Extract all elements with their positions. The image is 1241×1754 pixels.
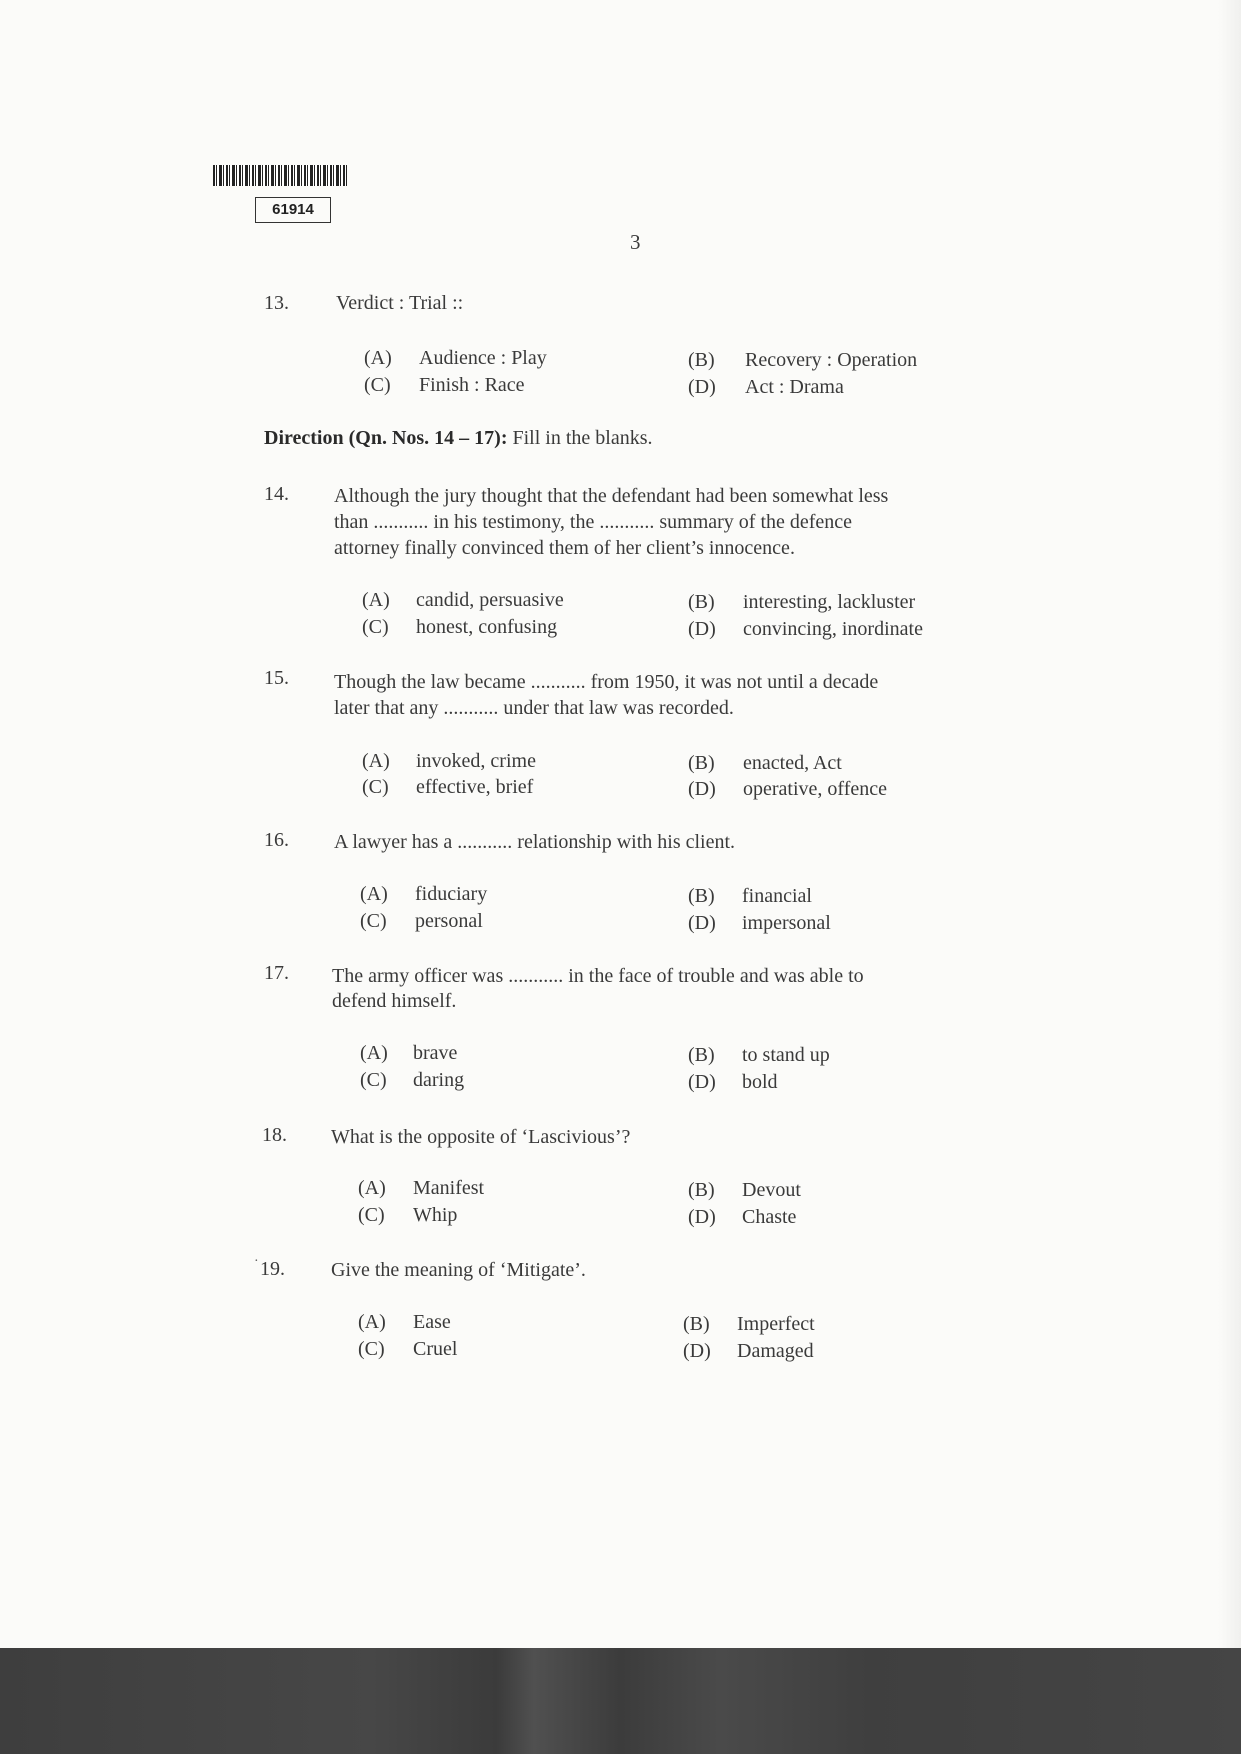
scanner-background-strip [0,1648,1241,1754]
option-label: (C) [358,1204,385,1226]
question-text-line: Verdict : Trial :: [336,292,464,314]
direction-text: Fill in the blanks. [512,427,653,449]
option-label: (D) [688,1071,716,1093]
option-text: bold [742,1071,778,1093]
question-text-line: attorney finally convinced them of her client’s innocence. [334,537,795,559]
question-text-line: The army officer was ........... in the face of trouble and was able to [332,965,864,987]
option-label: (B) [683,1313,710,1335]
question-text-line: Though the law became ........... from 1950, it was not until a decade [334,671,879,693]
option-label: (C) [364,374,391,396]
option-text: Devout [742,1179,801,1201]
question-number: 14. [264,483,289,505]
option-text: Imperfect [737,1313,815,1335]
option-label: (D) [683,1340,711,1362]
option-text: personal [415,910,483,932]
option-label: (B) [688,752,715,774]
option-text: Audience : Play [419,347,547,369]
option-label: (C) [360,1069,387,1091]
option-label: (D) [688,778,716,800]
option-label: (D) [688,912,716,934]
option-text: brave [413,1042,458,1064]
option-text: to stand up [742,1044,830,1066]
question-number: 16. [264,829,289,851]
option-text: interesting, lackluster [743,591,916,613]
question-text-line: than ........... in his testimony, the ........... summary of the defence [334,511,853,533]
option-text: Ease [413,1311,451,1333]
direction-line [264,427,653,450]
option-label: (B) [688,349,715,371]
option-text: invoked, crime [416,750,536,772]
question-number: 18. [262,1124,287,1146]
option-label: (A) [360,883,388,905]
option-label: (A) [360,1042,388,1064]
direction-label: Direction (Qn. Nos. 14 – 17): [264,427,508,449]
option-text: daring [413,1069,465,1091]
option-text: effective, brief [416,776,534,798]
option-text: Recovery : Operation [745,349,918,371]
option-text: honest, confusing [416,616,558,638]
option-label: (A) [358,1177,386,1199]
question-number: 15. [264,667,289,689]
option-label: (C) [362,616,389,638]
option-text: financial [742,885,812,907]
option-label: (A) [358,1311,386,1333]
scan-right-edge [1218,0,1241,1648]
booklet-serial-box: 61914 [255,197,331,223]
option-text: enacted, Act [743,752,842,774]
option-text: operative, offence [743,778,887,800]
stray-mark: · [254,1254,259,1269]
option-text: Act : Drama [745,376,844,398]
question-text-line: What is the opposite of ‘Lascivious’? [331,1126,631,1148]
question-number: 19. [260,1258,285,1280]
question-number: 13. [264,292,289,314]
option-text: fiduciary [415,883,488,905]
option-text: Chaste [742,1206,797,1228]
option-label: (A) [364,347,392,369]
option-label: (B) [688,1179,715,1201]
page-number: 3 [630,230,641,254]
option-text: Manifest [413,1177,485,1199]
option-label: (C) [362,776,389,798]
option-text: candid, persuasive [416,589,564,611]
option-label: (B) [688,1044,715,1066]
option-label: (D) [688,376,716,398]
barcode-image [213,165,347,186]
option-label: (D) [688,1206,716,1228]
option-label: (B) [688,591,715,613]
question-text-line: A lawyer has a ........... relationship with his client. [334,831,736,853]
option-text: Cruel [413,1338,458,1360]
option-label: (A) [362,589,390,611]
option-label: (A) [362,750,390,772]
option-label: (C) [358,1338,385,1360]
option-text: Whip [413,1204,458,1226]
option-label: (D) [688,618,716,640]
option-text: convincing, inordinate [743,618,923,640]
option-label: (C) [360,910,387,932]
option-label: (B) [688,885,715,907]
question-text-line: defend himself. [332,990,457,1012]
option-text: Finish : Race [419,374,525,396]
question-text-line: later that any ........... under that law was recorded. [334,697,734,719]
question-text-line: Give the meaning of ‘Mitigate’. [331,1259,586,1281]
option-text: impersonal [742,912,831,934]
question-text-line: Although the jury thought that the defendant had been somewhat less [334,485,889,507]
question-number: 17. [264,962,289,984]
option-text: Damaged [737,1340,814,1362]
